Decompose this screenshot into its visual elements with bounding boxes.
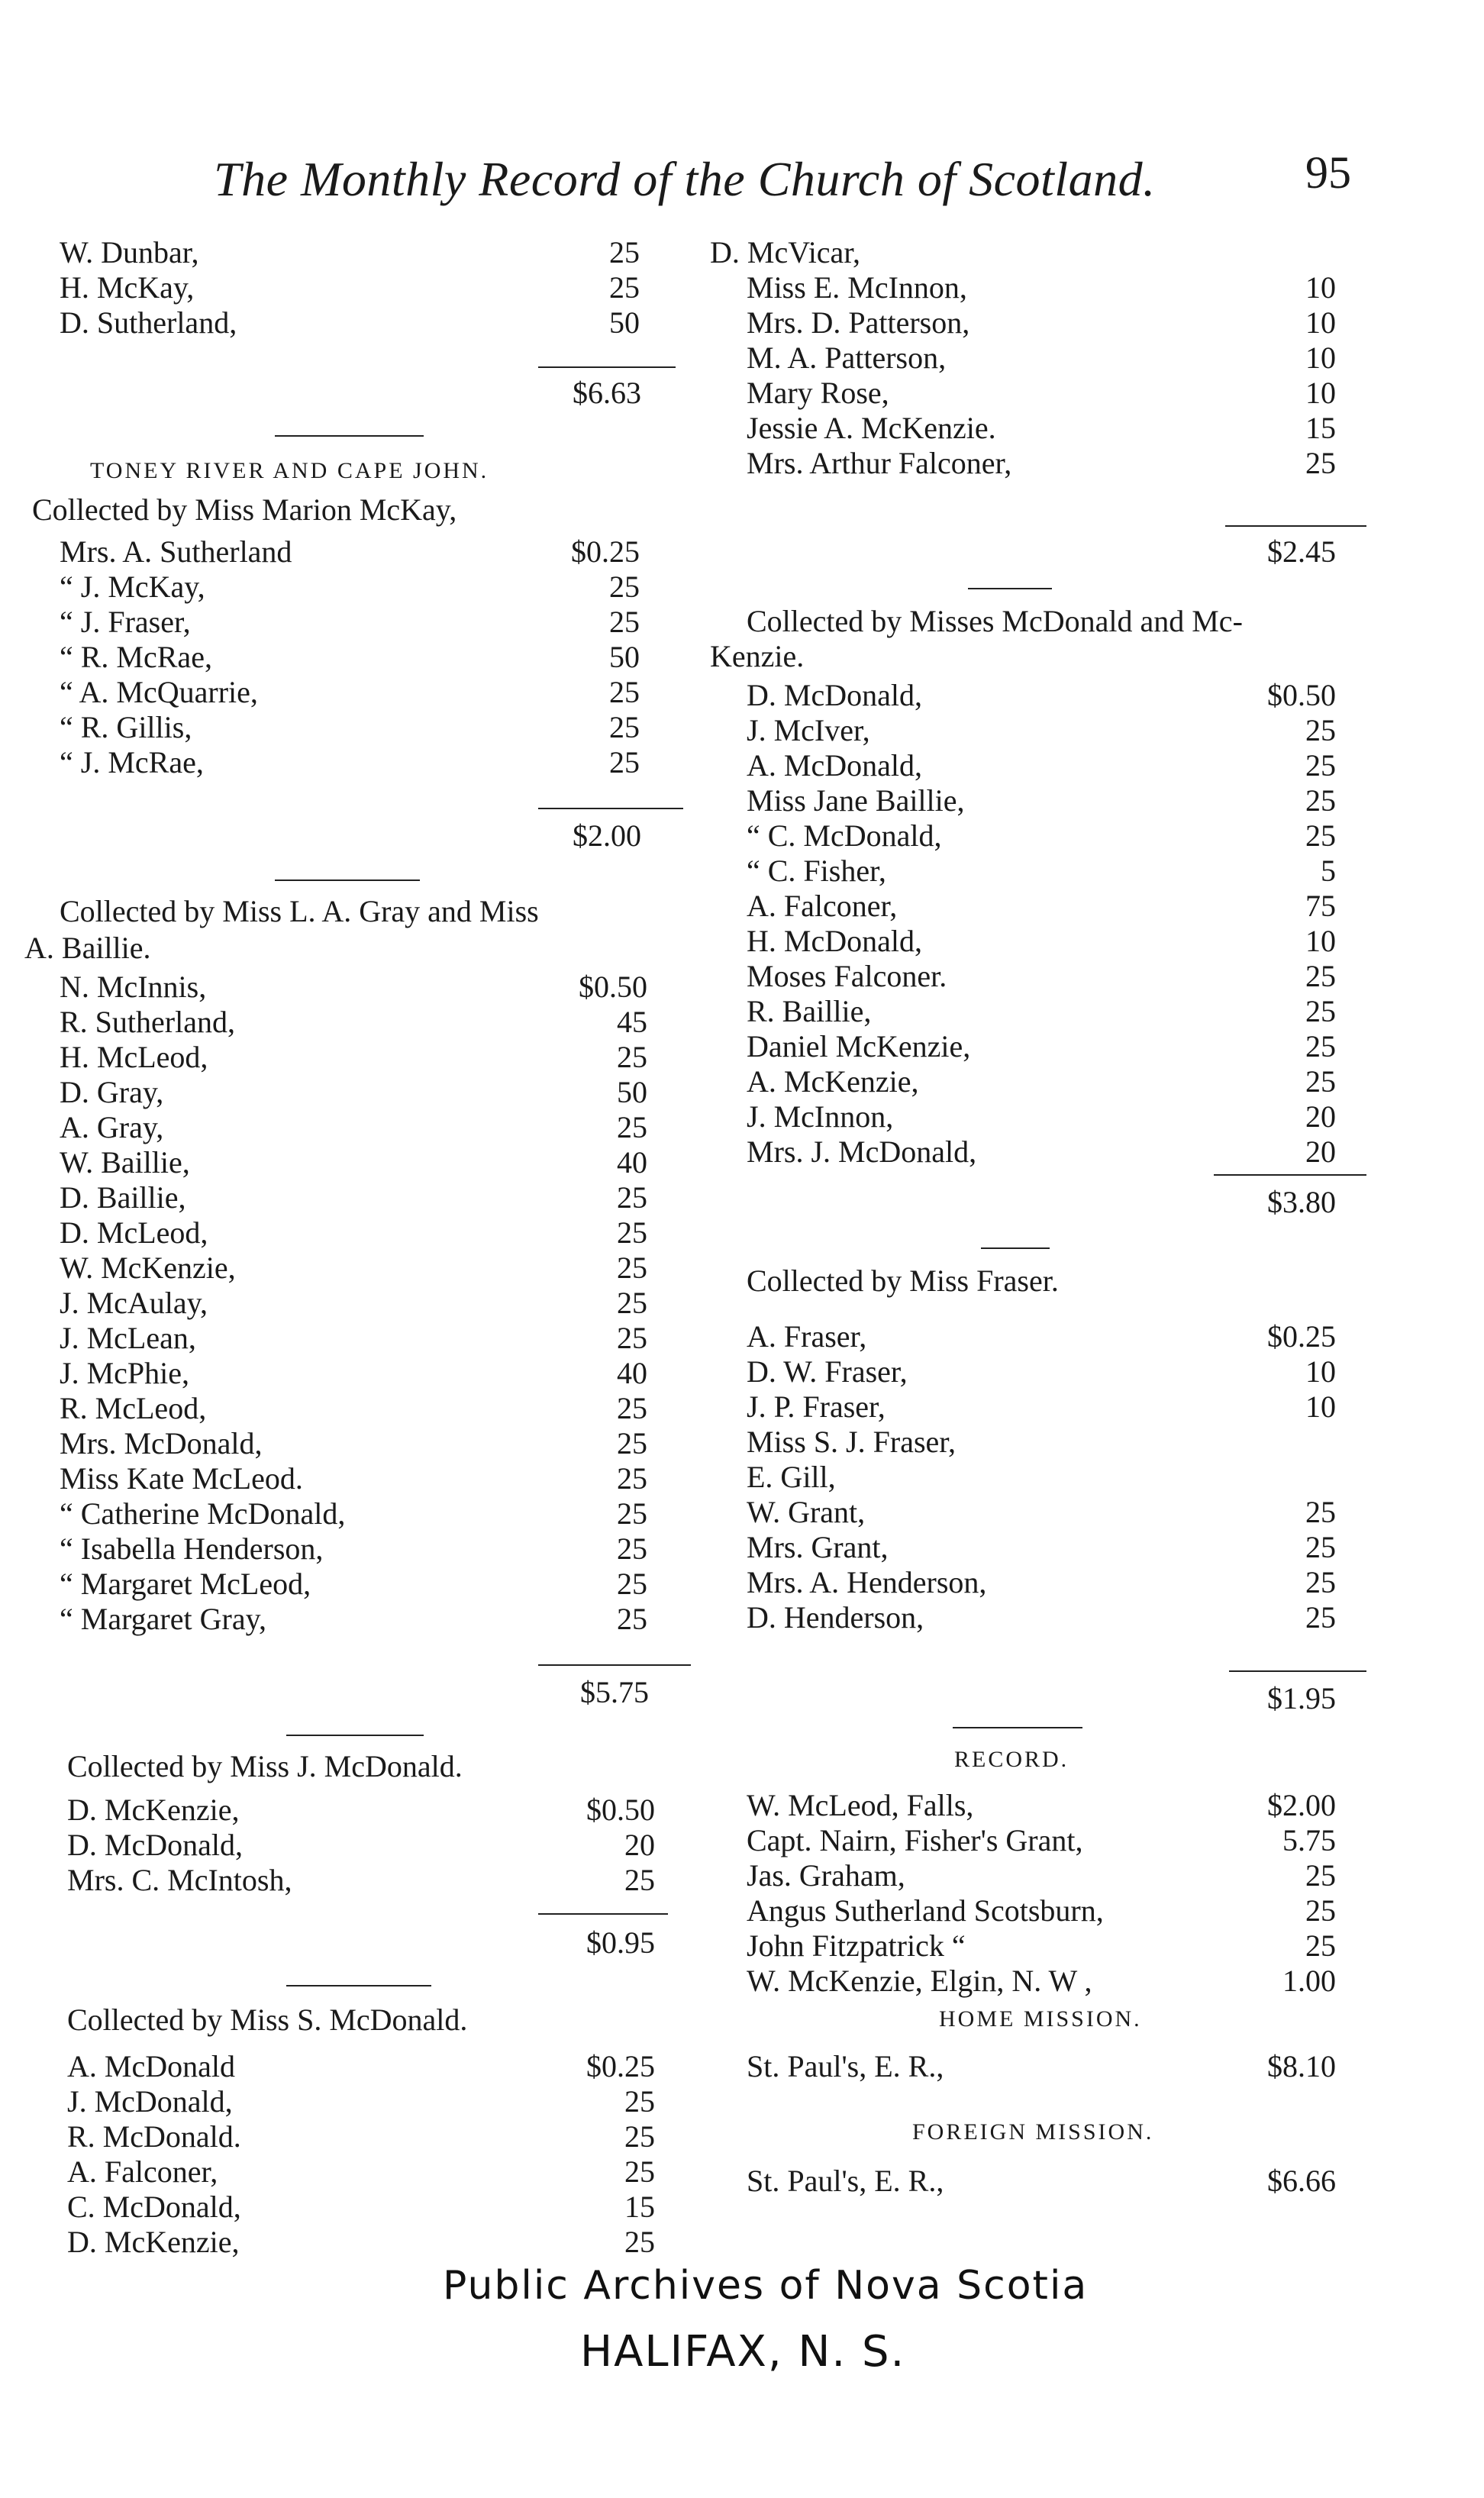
archive-stamp-line2: HALIFAX, N. S. bbox=[580, 2327, 906, 2377]
list-row bbox=[67, 1793, 655, 1828]
contribution-amount: 25 bbox=[617, 1321, 647, 1355]
contribution-amount: 10 bbox=[1305, 270, 1336, 305]
contribution-amount: $0.50 bbox=[1267, 678, 1336, 712]
list-row bbox=[60, 970, 647, 1005]
list-row bbox=[747, 713, 1336, 748]
record-heading: RECORD. bbox=[954, 1747, 1069, 1772]
total-rule bbox=[1229, 1670, 1366, 1672]
contributor-name: A. McDonald bbox=[67, 2049, 235, 2083]
contribution-amount: 25 bbox=[617, 1391, 647, 1425]
contributor-name: St. Paul's, E. R., bbox=[747, 2049, 944, 2083]
section-divider bbox=[968, 588, 1052, 589]
list-row bbox=[710, 305, 1336, 340]
total-rule bbox=[538, 366, 676, 368]
contribution-amount: 25 bbox=[1305, 713, 1336, 747]
list-row bbox=[747, 2049, 1336, 2084]
list-row bbox=[60, 640, 640, 675]
contributor-name: J. McAulay, bbox=[60, 1286, 208, 1320]
contribution-amount: 25 bbox=[1305, 1928, 1336, 1963]
contribution-amount: 25 bbox=[609, 235, 640, 269]
contribution-amount: 25 bbox=[1305, 1530, 1336, 1564]
contribution-amount: 25 bbox=[1305, 446, 1336, 480]
contributor-name: W. McKenzie, bbox=[60, 1251, 236, 1285]
contribution-amount: 25 bbox=[617, 1040, 647, 1074]
list-row bbox=[60, 534, 640, 570]
list-row bbox=[710, 411, 1336, 446]
contribution-amount: $0.50 bbox=[586, 1793, 655, 1827]
contribution-amount: 25 bbox=[1305, 994, 1336, 1028]
contribution-amount: 25 bbox=[617, 1567, 647, 1601]
contributor-name: Mrs. D. Patterson, bbox=[747, 305, 970, 340]
collector-heading: Collected by Miss L. A. Gray and Miss bbox=[60, 894, 539, 928]
contribution-amount: 50 bbox=[609, 640, 640, 674]
list-row bbox=[60, 1286, 647, 1321]
contributor-name: A. Gray, bbox=[60, 1110, 164, 1144]
right-top-total: $2.45 bbox=[1267, 534, 1336, 569]
total-rule bbox=[1214, 1174, 1366, 1176]
toney-river-total: $2.00 bbox=[573, 818, 641, 853]
list-row bbox=[60, 1040, 647, 1075]
list-row bbox=[747, 1964, 1336, 1999]
page-number: 95 bbox=[1305, 147, 1351, 198]
contributor-name: Mrs. A. Sutherland bbox=[60, 534, 292, 569]
list-row bbox=[747, 1530, 1336, 1565]
contributor-name: A. Fraser, bbox=[747, 1319, 867, 1354]
contribution-amount: 25 bbox=[617, 1531, 647, 1566]
contribution-amount: 10 bbox=[1305, 305, 1336, 340]
contribution-amount: 25 bbox=[617, 1215, 647, 1250]
contribution-amount: 25 bbox=[624, 1863, 655, 1897]
contribution-amount: 20 bbox=[624, 1828, 655, 1862]
contributor-name: D. McVicar, bbox=[710, 235, 861, 269]
contributor-name: Miss Kate McLeod. bbox=[60, 1461, 303, 1496]
contributor-name: A. Falconer, bbox=[67, 2154, 218, 2189]
contributor-name: D. W. Fraser, bbox=[747, 1354, 908, 1389]
contributor-name: Moses Falconer. bbox=[747, 959, 947, 993]
list-row bbox=[747, 1495, 1336, 1530]
list-row bbox=[67, 2154, 655, 2190]
contribution-amount: 25 bbox=[617, 1496, 647, 1531]
collector-heading: Collected by Misses McDonald and Mc- bbox=[747, 604, 1243, 638]
list-row bbox=[60, 1321, 647, 1356]
list-row bbox=[60, 1531, 647, 1567]
list-row bbox=[747, 1099, 1336, 1134]
contribution-amount: 25 bbox=[1305, 959, 1336, 993]
list-row bbox=[747, 994, 1336, 1029]
contribution-amount: 1.00 bbox=[1282, 1964, 1336, 1998]
list-row bbox=[747, 2164, 1336, 2199]
miss-fraser-total: $1.95 bbox=[1267, 1681, 1336, 1715]
mcdonald-mckenzie-total: $3.80 bbox=[1267, 1185, 1336, 1219]
contributor-name: Daniel McKenzie, bbox=[747, 1029, 971, 1063]
list-row bbox=[67, 2049, 655, 2084]
contribution-amount: 10 bbox=[1305, 1389, 1336, 1424]
contributor-name: D. Gray, bbox=[60, 1075, 164, 1109]
list-row bbox=[747, 748, 1336, 783]
collector-heading-cont: Kenzie. bbox=[710, 639, 805, 673]
contribution-amount: 25 bbox=[1305, 748, 1336, 783]
total-rule bbox=[538, 1913, 668, 1915]
contribution-amount: 25 bbox=[609, 745, 640, 779]
list-row bbox=[60, 1075, 647, 1110]
contributor-name: D. Sutherland, bbox=[60, 305, 237, 340]
list-row bbox=[67, 2225, 655, 2260]
contributor-name: Mrs. A. Henderson, bbox=[747, 1565, 987, 1599]
contribution-amount: 25 bbox=[617, 1461, 647, 1496]
list-row bbox=[60, 1391, 647, 1426]
section-divider bbox=[286, 1985, 431, 1986]
contributor-name: Miss Jane Baillie, bbox=[747, 783, 965, 818]
contributor-name: R. McDonald. bbox=[67, 2119, 241, 2154]
contribution-amount: 5 bbox=[1321, 854, 1336, 888]
contribution-amount: 10 bbox=[1305, 1354, 1336, 1389]
contribution-amount: 25 bbox=[1305, 1064, 1336, 1099]
contribution-amount: $6.66 bbox=[1267, 2164, 1336, 2198]
contributor-name: A. McDonald, bbox=[747, 748, 922, 783]
section-divider bbox=[275, 435, 424, 437]
contributor-name: W. McKenzie, Elgin, N. W , bbox=[747, 1964, 1092, 1998]
list-row bbox=[67, 2119, 655, 2154]
contribution-amount: 50 bbox=[609, 305, 640, 340]
section-divider bbox=[286, 1735, 424, 1736]
contributor-name: D. McLeod, bbox=[60, 1215, 208, 1250]
contribution-amount: 25 bbox=[1305, 1893, 1336, 1928]
contribution-amount: 20 bbox=[1305, 1134, 1336, 1169]
contribution-amount: 45 bbox=[617, 1005, 647, 1039]
contribution-amount: 25 bbox=[1305, 1858, 1336, 1893]
list-row bbox=[60, 1251, 647, 1286]
contribution-amount: 5.75 bbox=[1282, 1823, 1336, 1857]
list-row bbox=[710, 235, 1336, 270]
contributor-name: D. Henderson, bbox=[747, 1600, 924, 1635]
contributor-name: Jessie A. McKenzie. bbox=[747, 411, 996, 445]
list-row bbox=[747, 678, 1336, 713]
list-row bbox=[710, 376, 1336, 411]
contributor-name: R. McLeod, bbox=[60, 1391, 207, 1425]
contributor-name: “ C. Fisher, bbox=[747, 854, 886, 888]
contributor-name: “ J. Fraser, bbox=[60, 605, 191, 639]
list-row bbox=[747, 783, 1336, 818]
list-row bbox=[60, 305, 640, 340]
list-row bbox=[60, 1602, 647, 1637]
contribution-amount: 25 bbox=[617, 1110, 647, 1144]
contribution-amount: 25 bbox=[1305, 783, 1336, 818]
contributor-name: Miss E. McInnon, bbox=[747, 270, 967, 305]
contributor-name: R. Baillie, bbox=[747, 994, 872, 1028]
contributor-name: “ Margaret Gray, bbox=[60, 1602, 266, 1636]
list-row bbox=[747, 1858, 1336, 1893]
contributor-name: “ Isabella Henderson, bbox=[60, 1531, 324, 1566]
contribution-amount: 25 bbox=[617, 1426, 647, 1460]
contributor-name: A. Falconer, bbox=[747, 889, 898, 923]
list-row bbox=[60, 1356, 647, 1391]
list-row bbox=[710, 340, 1336, 376]
contributor-name: Jas. Graham, bbox=[747, 1858, 905, 1893]
contributor-name: D. McKenzie, bbox=[67, 2225, 240, 2259]
list-row bbox=[747, 1389, 1336, 1425]
running-header-title: The Monthly Record of the Church of Scotland. bbox=[214, 152, 1156, 206]
contributor-name: Angus Sutherland Scotsburn, bbox=[747, 1893, 1104, 1928]
section-divider bbox=[953, 1727, 1082, 1728]
list-row bbox=[747, 1565, 1336, 1600]
contributor-name: “ C. McDonald, bbox=[747, 818, 942, 853]
contributor-name: Miss S. J. Fraser, bbox=[747, 1425, 956, 1459]
contribution-amount: 15 bbox=[624, 2190, 655, 2224]
contributor-name: Mrs. J. McDonald, bbox=[747, 1134, 977, 1169]
contribution-amount: 25 bbox=[624, 2119, 655, 2154]
contributor-name: D. McKenzie, bbox=[67, 1793, 240, 1827]
gray-baillie-total: $5.75 bbox=[580, 1675, 649, 1709]
contribution-amount: 25 bbox=[1305, 818, 1336, 853]
list-row bbox=[60, 1215, 647, 1251]
list-row bbox=[60, 570, 640, 605]
contribution-amount: $0.25 bbox=[1267, 1319, 1336, 1354]
left-top-total: $6.63 bbox=[573, 376, 641, 410]
contributor-name: H. McLeod, bbox=[60, 1040, 208, 1074]
contributor-name: A. McKenzie, bbox=[747, 1064, 919, 1099]
list-row bbox=[747, 1319, 1336, 1354]
foreign-mission-heading: FOREIGN MISSION. bbox=[912, 2119, 1154, 2145]
list-row bbox=[60, 1461, 647, 1496]
contribution-amount: 25 bbox=[1305, 1029, 1336, 1063]
list-row bbox=[747, 1064, 1336, 1099]
contributor-name: J. P. Fraser, bbox=[747, 1389, 886, 1424]
contribution-amount: 25 bbox=[609, 570, 640, 604]
contributor-name: H. McKay, bbox=[60, 270, 195, 305]
collector-heading: Collected by Miss J. McDonald. bbox=[67, 1749, 463, 1783]
contribution-amount: 10 bbox=[1305, 340, 1336, 375]
collector-heading: Collected by Miss Marion McKay, bbox=[32, 492, 457, 527]
contributor-name: R. Sutherland, bbox=[60, 1005, 235, 1039]
contributor-name: M. A. Patterson, bbox=[747, 340, 947, 375]
list-row bbox=[747, 1823, 1336, 1858]
contribution-amount: 25 bbox=[624, 2154, 655, 2189]
list-row bbox=[747, 818, 1336, 854]
contributor-name: W. Grant, bbox=[747, 1495, 866, 1529]
contributor-name: W. Baillie, bbox=[60, 1145, 190, 1180]
list-row bbox=[747, 1029, 1336, 1064]
contribution-amount: 50 bbox=[617, 1075, 647, 1109]
list-row bbox=[60, 235, 640, 270]
list-row bbox=[60, 1180, 647, 1215]
contributor-name: N. McInnis, bbox=[60, 970, 207, 1004]
section-divider bbox=[981, 1247, 1050, 1249]
contributor-name: J. McDonald, bbox=[67, 2084, 233, 2119]
contributor-name: “ R. McRae, bbox=[60, 640, 212, 674]
contributor-name: D. McDonald, bbox=[747, 678, 922, 712]
contributor-name: Mrs. C. McIntosh, bbox=[67, 1863, 292, 1897]
contributor-name: W. McLeod, Falls, bbox=[747, 1788, 974, 1822]
contributor-name: D. Baillie, bbox=[60, 1180, 186, 1215]
list-row bbox=[60, 1426, 647, 1461]
list-row bbox=[710, 270, 1336, 305]
list-row bbox=[710, 446, 1336, 481]
list-row bbox=[747, 1600, 1336, 1635]
contribution-amount: 10 bbox=[1305, 924, 1336, 958]
contribution-amount: $0.50 bbox=[579, 970, 647, 1004]
contributor-name: Mrs. McDonald, bbox=[60, 1426, 263, 1460]
contributor-name: John Fitzpatrick “ bbox=[747, 1928, 966, 1963]
contribution-amount: 40 bbox=[617, 1356, 647, 1390]
list-row bbox=[747, 1893, 1336, 1928]
list-row bbox=[60, 1110, 647, 1145]
archive-stamp-line1: Public Archives of Nova Scotia bbox=[443, 2263, 1089, 2309]
contribution-amount: $8.10 bbox=[1267, 2049, 1336, 2083]
contribution-amount: 25 bbox=[609, 710, 640, 744]
contribution-amount: 25 bbox=[617, 1602, 647, 1636]
list-row bbox=[60, 1496, 647, 1531]
contribution-amount: $2.00 bbox=[1267, 1788, 1336, 1822]
contributor-name: Mrs. Grant, bbox=[747, 1530, 889, 1564]
list-row bbox=[67, 2190, 655, 2225]
contribution-amount: 25 bbox=[624, 2225, 655, 2259]
contribution-amount: $0.25 bbox=[586, 2049, 655, 2083]
list-row bbox=[747, 1788, 1336, 1823]
list-row bbox=[747, 924, 1336, 959]
collector-heading-cont: A. Baillie. bbox=[24, 931, 151, 965]
home-mission-heading: HOME MISSION. bbox=[939, 2006, 1142, 2032]
list-row bbox=[60, 1145, 647, 1180]
list-row bbox=[747, 1425, 1336, 1460]
j-mcdonald-total: $0.95 bbox=[586, 1925, 655, 1960]
list-row bbox=[60, 710, 640, 745]
contribution-amount: 25 bbox=[624, 2084, 655, 2119]
total-rule bbox=[538, 808, 683, 809]
contributor-name: H. McDonald, bbox=[747, 924, 922, 958]
contribution-amount: 25 bbox=[617, 1286, 647, 1320]
contributor-name: J. McLean, bbox=[60, 1321, 196, 1355]
list-row bbox=[747, 1354, 1336, 1389]
contribution-amount: 25 bbox=[1305, 1565, 1336, 1599]
list-row bbox=[60, 675, 640, 710]
contribution-amount: $0.25 bbox=[571, 534, 640, 569]
total-rule bbox=[538, 1664, 691, 1666]
contributor-name: E. Gill, bbox=[747, 1460, 836, 1494]
contributor-name: J. McPhie, bbox=[60, 1356, 189, 1390]
contributor-name: “ A. McQuarrie, bbox=[60, 675, 258, 709]
contribution-amount: 25 bbox=[609, 605, 640, 639]
collector-heading: Collected by Miss Fraser. bbox=[747, 1264, 1059, 1298]
contributor-name: Capt. Nairn, Fisher's Grant, bbox=[747, 1823, 1083, 1857]
contribution-amount: 25 bbox=[609, 270, 640, 305]
collector-heading: Collected by Miss S. McDonald. bbox=[67, 2003, 468, 2037]
contributor-name: “ Catherine McDonald, bbox=[60, 1496, 346, 1531]
list-row bbox=[747, 854, 1336, 889]
contributor-name: C. McDonald, bbox=[67, 2190, 241, 2224]
contributor-name: St. Paul's, E. R., bbox=[747, 2164, 944, 2198]
contribution-amount: 75 bbox=[1305, 889, 1336, 923]
list-row bbox=[60, 605, 640, 640]
place-heading: TONEY RIVER AND CAPE JOHN. bbox=[90, 458, 489, 483]
contribution-amount: 40 bbox=[617, 1145, 647, 1180]
contributor-name: “ R. Gillis, bbox=[60, 710, 192, 744]
list-row bbox=[747, 1460, 1336, 1495]
contribution-amount: 10 bbox=[1305, 376, 1336, 410]
list-row bbox=[60, 1567, 647, 1602]
contributor-name: “ Margaret McLeod, bbox=[60, 1567, 311, 1601]
list-row bbox=[747, 889, 1336, 924]
list-row bbox=[60, 270, 640, 305]
list-row bbox=[747, 959, 1336, 994]
contribution-amount: 25 bbox=[1305, 1600, 1336, 1635]
list-row bbox=[67, 2084, 655, 2119]
list-row bbox=[747, 1928, 1336, 1964]
contribution-amount: 25 bbox=[617, 1180, 647, 1215]
contribution-amount: 20 bbox=[1305, 1099, 1336, 1134]
contribution-amount: 15 bbox=[1305, 411, 1336, 445]
list-row bbox=[60, 745, 640, 780]
section-divider bbox=[275, 879, 420, 881]
contributor-name: J. McIver, bbox=[747, 713, 870, 747]
list-row bbox=[67, 1863, 655, 1898]
contributor-name: W. Dunbar, bbox=[60, 235, 199, 269]
contributor-name: “ J. McKay, bbox=[60, 570, 205, 604]
contribution-amount: 25 bbox=[1305, 1495, 1336, 1529]
contributor-name: Mrs. Arthur Falconer, bbox=[747, 446, 1012, 480]
list-row bbox=[747, 1134, 1336, 1170]
contributor-name: Mary Rose, bbox=[747, 376, 889, 410]
contributor-name: D. McDonald, bbox=[67, 1828, 243, 1862]
total-rule bbox=[1225, 525, 1366, 527]
contribution-amount: 25 bbox=[609, 675, 640, 709]
contributor-name: J. McInnon, bbox=[747, 1099, 894, 1134]
contributor-name: “ J. McRae, bbox=[60, 745, 204, 779]
list-row bbox=[60, 1005, 647, 1040]
contribution-amount: 25 bbox=[617, 1251, 647, 1285]
list-row bbox=[67, 1828, 655, 1863]
